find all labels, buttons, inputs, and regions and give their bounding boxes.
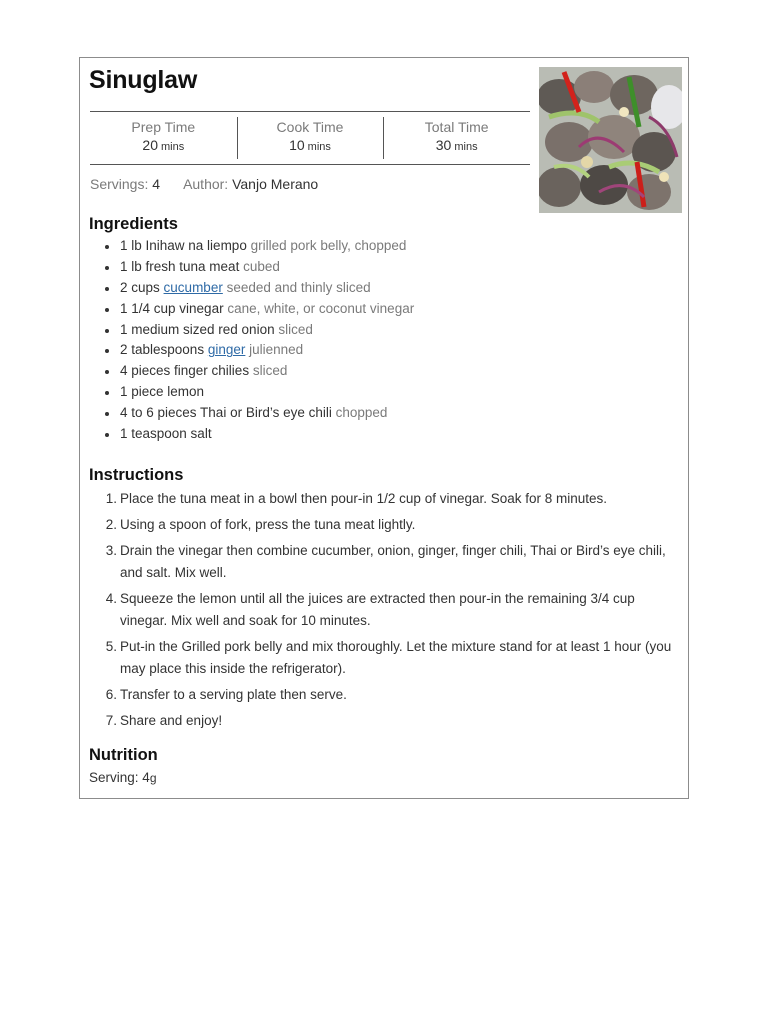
step-number: 1. (105, 491, 117, 506)
ingredient-note: grilled pork belly, chopped (250, 238, 407, 253)
ingredient-note: cane, white, or coconut vinegar (227, 300, 415, 316)
servings-label: Servings: (90, 176, 149, 192)
ingredient-item (120, 361, 660, 382)
ingredient-text: 4 pieces finger chilies (120, 363, 250, 379)
prep-time-value (90, 137, 237, 153)
ingredient-note: sliced (252, 363, 288, 379)
cook-time-number: 10 (289, 137, 305, 153)
nutrition-unit: g (149, 771, 157, 785)
cook-time (237, 112, 384, 164)
instruction-step (105, 540, 676, 584)
ingredient-note: cubed (243, 258, 280, 274)
cook-time-unit: mins (307, 141, 331, 153)
total-time-unit: mins (454, 141, 478, 153)
prep-time-number: 20 (142, 137, 158, 153)
total-time-label: Total Time (424, 119, 489, 135)
step-text: Drain the vinegar then combine cucumber, onion, ginger, finger chili, Thai or Bird’s eye chili, and salt. Mix well. (120, 543, 666, 580)
ingredient-text: 1 1/4 cup vinegar (120, 300, 224, 316)
instruction-step (105, 636, 676, 680)
step-number: 7. (105, 713, 117, 728)
author-value: Vanjo Merano (232, 176, 319, 192)
total-time (383, 112, 530, 164)
instruction-step (105, 684, 676, 706)
recipe-times (90, 111, 530, 165)
cook-time-value (237, 137, 384, 153)
instructions-list (105, 488, 676, 736)
recipe-card (79, 57, 689, 799)
recipe-title: Sinuglaw (89, 66, 198, 94)
grilled-pork-tuna-salad-photo (539, 67, 682, 213)
ingredient-text: 2 cups (120, 279, 160, 295)
step-text: Share and enjoy! (120, 713, 223, 728)
ingredient-item (120, 278, 660, 299)
ingredient-note: sliced (278, 321, 313, 337)
ingredient-item (120, 299, 660, 320)
prep-time-label: Prep Time (131, 119, 196, 135)
cook-time-label: Cook Time (276, 119, 344, 135)
step-text: Put-in the Grilled pork belly and mix thoroughly. Let the mixture stand for at least 1 hour (you may place this inside the refrigerator). (120, 639, 672, 676)
step-number: 2. (105, 517, 117, 532)
step-number: 6. (105, 687, 117, 702)
step-text: Using a spoon of fork, press the tuna meat lightly. (120, 517, 416, 532)
nutrition-heading: Nutrition (89, 746, 158, 764)
ingredient-note: julienned (249, 342, 304, 358)
ingredient-item (120, 340, 660, 361)
ingredient-item (120, 403, 660, 424)
instruction-step (105, 514, 676, 536)
instruction-step (105, 488, 676, 510)
author-label: Author: (183, 176, 229, 192)
total-time-value (383, 137, 530, 153)
step-text: Place the tuna meat in a bowl then pour-in 1/2 cup of vinegar. Soak for 8 minutes. (120, 491, 608, 506)
step-number: 4. (105, 591, 117, 606)
prep-time (90, 112, 237, 164)
ingredient-item (120, 236, 660, 257)
instruction-step (105, 710, 676, 732)
ingredient-text: 1 lb fresh tuna meat (120, 258, 240, 274)
instruction-step (105, 588, 676, 632)
ingredient-text: 2 tablespoons (120, 342, 205, 358)
ingredient-text: 4 to 6 pieces Thai or Bird’s eye chili (120, 405, 332, 421)
nutrition-label: Serving: (89, 770, 139, 785)
ingredient-text: 1 piece lemon (120, 384, 205, 400)
step-number: 3. (105, 543, 117, 558)
ingredient-link[interactable]: ginger (207, 342, 246, 358)
ingredient-note: seeded and thinly sliced (226, 279, 371, 295)
ingredient-text: 1 lb Inihaw na liempo (120, 238, 247, 253)
servings-value: 4 (152, 176, 161, 192)
instructions-heading: Instructions (89, 466, 184, 484)
step-text: Squeeze the lemon until all the juices are extracted then pour-in the remaining 3/4 cup vinegar. Mix well and soak for 10 minutes. (120, 591, 635, 628)
ingredient-text: 1 teaspoon salt (120, 426, 212, 442)
step-text: Transfer to a serving plate then serve. (120, 687, 347, 702)
ingredient-item (120, 382, 660, 403)
recipe-meta (90, 176, 318, 192)
ingredient-text: 1 medium sized red onion (120, 321, 275, 337)
nutrition-value: 4 (142, 770, 150, 785)
ingredient-link[interactable]: cucumber (163, 279, 223, 295)
ingredient-item (120, 257, 660, 278)
prep-time-unit: mins (161, 141, 185, 153)
nutrition-info (89, 770, 157, 785)
ingredient-item (120, 424, 660, 445)
ingredient-note: chopped (335, 405, 388, 421)
ingredient-item (120, 320, 660, 341)
recipe-photo (539, 67, 682, 213)
step-number: 5. (105, 639, 117, 654)
ingredients-list (120, 236, 660, 445)
ingredients-heading: Ingredients (89, 215, 178, 233)
total-time-number: 30 (435, 137, 452, 153)
